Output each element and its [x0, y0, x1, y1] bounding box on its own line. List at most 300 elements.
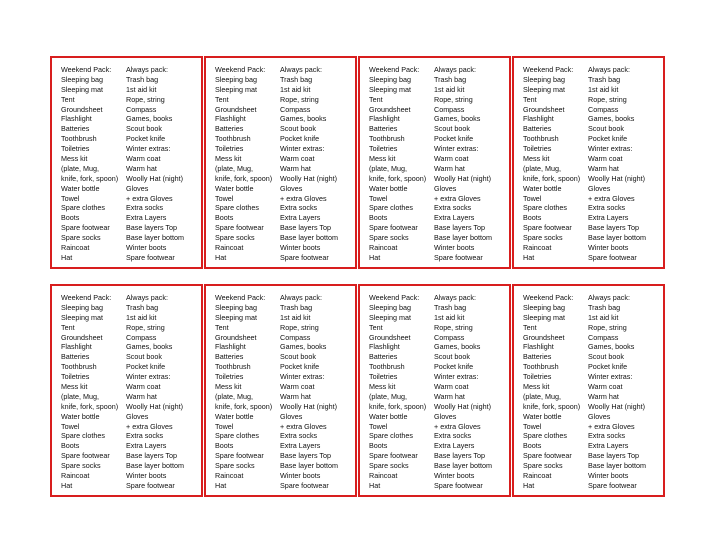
weekend-pack-item: Raincoat: [523, 471, 552, 481]
always-pack-item: Base layer bottom: [126, 461, 184, 471]
weekend-pack-item: Batteries: [369, 352, 398, 362]
always-pack-column: [280, 293, 355, 491]
always-pack-item: Games, books: [434, 114, 481, 124]
always-pack-item: Extra socks: [434, 431, 472, 441]
weekend-pack-item: Groundsheet: [215, 104, 257, 114]
weekend-pack-item: Hat: [215, 252, 227, 262]
weekend-pack-item: Mess kit: [369, 154, 396, 164]
weekend-pack-item: knife, fork, spoon): [215, 173, 273, 183]
always-pack-item: Scout book: [126, 124, 162, 134]
always-pack-item: Compass: [126, 332, 157, 342]
always-pack-item: + extra Gloves: [434, 421, 481, 431]
weekend-pack-item: Batteries: [523, 352, 552, 362]
always-pack-item: Warm coat: [434, 154, 469, 164]
always-pack-item: Games, books: [434, 342, 481, 352]
weekend-pack-item: Mess kit: [215, 154, 242, 164]
always-pack-item: Woolly Hat (night): [588, 401, 645, 411]
weekend-pack-item: Mess kit: [523, 154, 550, 164]
always-pack-item: + extra Gloves: [434, 193, 481, 203]
always-pack-item: Scout book: [588, 352, 624, 362]
always-pack-item: Trash bag: [280, 74, 313, 84]
always-pack-item: Base layers Top: [280, 451, 332, 461]
weekend-pack-item: Toiletries: [215, 372, 244, 382]
weekend-pack-item: Flashlight: [523, 342, 554, 352]
weekend-pack-column: [369, 65, 434, 263]
always-pack-item: 1st aid kit: [588, 312, 619, 322]
weekend-pack-item: Flashlight: [369, 114, 400, 124]
always-pack-item: Spare footwear: [280, 252, 329, 262]
always-pack-item: Pocket knife: [126, 134, 166, 144]
always-pack-item: Warm hat: [126, 163, 157, 173]
weekend-pack-item: Batteries: [61, 124, 90, 134]
weekend-pack-item: Water bottle: [523, 411, 562, 421]
weekend-pack-item: Spare clothes: [61, 431, 105, 441]
always-pack-item: Trash bag: [434, 302, 467, 312]
weekend-pack-item: Towel: [215, 421, 234, 431]
weekend-pack-item: Raincoat: [215, 471, 244, 481]
always-pack-item: Trash bag: [126, 74, 159, 84]
weekend-pack-item: Water bottle: [61, 411, 100, 421]
always-pack-item: 1st aid kit: [280, 84, 311, 94]
always-pack-item: Warm coat: [280, 382, 315, 392]
weekend-pack-item: Hat: [61, 252, 73, 262]
weekend-pack-item: Towel: [61, 421, 80, 431]
weekend-pack-item: (plate, Mug,: [523, 163, 561, 173]
always-pack-item: Woolly Hat (night): [434, 173, 491, 183]
weekend-pack-item: Spare socks: [215, 461, 255, 471]
weekend-pack-item: Sleeping mat: [523, 312, 565, 322]
weekend-pack-item: knife, fork, spoon): [61, 401, 119, 411]
weekend-pack-item: Boots: [61, 441, 80, 451]
weekend-pack-item: Spare socks: [61, 233, 101, 243]
weekend-pack-column: [215, 293, 280, 491]
weekend-pack-item: Batteries: [215, 352, 244, 362]
always-pack-item: Compass: [280, 332, 311, 342]
always-pack-item: Winter extras:: [434, 372, 479, 382]
always-pack-item: Woolly Hat (night): [280, 401, 337, 411]
weekend-pack-item: Water bottle: [61, 183, 100, 193]
weekend-pack-item: Raincoat: [369, 243, 398, 253]
always-pack-item: 1st aid kit: [126, 84, 157, 94]
always-pack-item: Scout book: [126, 352, 162, 362]
weekend-pack-item: Toothbrush: [523, 362, 559, 372]
weekend-pack-item: Sleeping bag: [369, 74, 411, 84]
weekend-pack-item: Spare footwear: [369, 223, 418, 233]
always-pack-item: Spare footwear: [280, 480, 329, 490]
weekend-pack-item: knife, fork, spoon): [215, 401, 273, 411]
weekend-pack-item: Water bottle: [215, 183, 254, 193]
always-pack-item: Games, books: [588, 342, 635, 352]
always-pack-item: Base layers Top: [434, 451, 486, 461]
weekend-pack-item: Sleeping bag: [215, 302, 257, 312]
packing-list-card-7: [358, 284, 511, 497]
always-pack-item: Games, books: [126, 114, 173, 124]
always-pack-item: Pocket knife: [434, 362, 474, 372]
weekend-pack-item: Towel: [523, 193, 542, 203]
weekend-pack-item: (plate, Mug,: [369, 163, 407, 173]
always-pack-item: Extra Layers: [126, 213, 167, 223]
weekend-pack-item: Groundsheet: [523, 104, 565, 114]
weekend-pack-item: Spare socks: [523, 233, 563, 243]
always-pack-item: Gloves: [434, 183, 457, 193]
packing-list-card-6: [204, 284, 357, 497]
weekend-pack-item: Flashlight: [523, 114, 554, 124]
weekend-pack-item: Spare socks: [369, 461, 409, 471]
weekend-pack-item: Mess kit: [61, 382, 88, 392]
always-pack-item: Trash bag: [434, 74, 467, 84]
always-pack-item: Gloves: [434, 411, 457, 421]
always-pack-item: Spare footwear: [588, 480, 637, 490]
always-pack-item: Compass: [434, 104, 465, 114]
weekend-pack-item: Tent: [215, 94, 229, 104]
weekend-pack-item: Spare socks: [61, 461, 101, 471]
always-pack-item: + extra Gloves: [280, 193, 327, 203]
always-pack-item: Winter boots: [588, 243, 629, 253]
always-pack-item: Rope, string: [434, 94, 473, 104]
always-pack-item: Spare footwear: [434, 480, 483, 490]
weekend-pack-item: Sleeping bag: [215, 74, 257, 84]
always-pack-item: Compass: [588, 332, 619, 342]
weekend-pack-item: Raincoat: [61, 471, 90, 481]
always-pack-item: Always pack:: [126, 65, 168, 74]
weekend-pack-item: Spare footwear: [61, 223, 110, 233]
weekend-pack-item: Batteries: [523, 124, 552, 134]
always-pack-item: Extra socks: [280, 203, 318, 213]
always-pack-item: Winter boots: [588, 471, 629, 481]
always-pack-item: Pocket knife: [588, 134, 628, 144]
always-pack-item: + extra Gloves: [280, 421, 327, 431]
weekend-pack-item: Raincoat: [215, 243, 244, 253]
always-pack-item: Pocket knife: [280, 134, 320, 144]
weekend-pack-item: knife, fork, spoon): [369, 173, 427, 183]
weekend-pack-item: Weekend Pack:: [523, 293, 574, 302]
weekend-pack-item: Sleeping mat: [369, 312, 411, 322]
weekend-pack-item: Spare footwear: [369, 451, 418, 461]
always-pack-item: + extra Gloves: [126, 421, 173, 431]
always-pack-item: Always pack:: [588, 293, 630, 302]
weekend-pack-item: (plate, Mug,: [215, 391, 253, 401]
weekend-pack-item: (plate, Mug,: [61, 163, 99, 173]
weekend-pack-item: Flashlight: [61, 114, 92, 124]
weekend-pack-item: Boots: [369, 441, 388, 451]
always-pack-item: Base layers Top: [126, 223, 178, 233]
always-pack-item: + extra Gloves: [126, 193, 173, 203]
weekend-pack-item: Mess kit: [369, 382, 396, 392]
weekend-pack-item: Groundsheet: [369, 104, 411, 114]
always-pack-item: Warm coat: [126, 154, 161, 164]
always-pack-item: Extra socks: [280, 431, 318, 441]
always-pack-item: Extra socks: [434, 203, 472, 213]
weekend-pack-item: Weekend Pack:: [369, 293, 420, 302]
always-pack-item: Compass: [126, 104, 157, 114]
always-pack-item: Winter boots: [126, 243, 167, 253]
weekend-pack-item: Batteries: [369, 124, 398, 134]
always-pack-item: Winter boots: [434, 243, 475, 253]
weekend-pack-item: Boots: [369, 213, 388, 223]
always-pack-item: Winter extras:: [126, 372, 171, 382]
weekend-pack-item: knife, fork, spoon): [523, 401, 581, 411]
weekend-pack-item: Tent: [369, 322, 383, 332]
always-pack-item: Warm hat: [434, 391, 465, 401]
always-pack-item: Base layer bottom: [588, 233, 646, 243]
weekend-pack-item: Spare footwear: [215, 223, 264, 233]
always-pack-item: Base layers Top: [588, 223, 640, 233]
always-pack-item: Spare footwear: [588, 252, 637, 262]
always-pack-column: [126, 293, 201, 491]
weekend-pack-item: Flashlight: [215, 342, 246, 352]
weekend-pack-item: Sleeping bag: [61, 302, 103, 312]
weekend-pack-item: Sleeping bag: [369, 302, 411, 312]
weekend-pack-item: Groundsheet: [369, 332, 411, 342]
always-pack-item: Always pack:: [126, 293, 168, 302]
weekend-pack-column: [61, 293, 126, 491]
weekend-pack-item: Boots: [215, 441, 234, 451]
always-pack-item: Rope, string: [588, 94, 627, 104]
always-pack-item: Always pack:: [434, 65, 476, 74]
weekend-pack-item: Spare footwear: [61, 451, 110, 461]
weekend-pack-item: Towel: [61, 193, 80, 203]
weekend-pack-item: Sleeping bag: [523, 74, 565, 84]
weekend-pack-item: Boots: [215, 213, 234, 223]
weekend-pack-item: Tent: [61, 94, 75, 104]
weekend-pack-item: Sleeping mat: [523, 84, 565, 94]
card-columns: [369, 65, 509, 263]
packing-list-card-8: [512, 284, 665, 497]
always-pack-item: Trash bag: [588, 302, 621, 312]
always-pack-item: Pocket knife: [280, 362, 320, 372]
weekend-pack-item: Toiletries: [369, 144, 398, 154]
always-pack-item: Winter extras:: [588, 144, 633, 154]
always-pack-item: Trash bag: [126, 302, 159, 312]
always-pack-item: Woolly Hat (night): [588, 173, 645, 183]
always-pack-item: Warm coat: [280, 154, 315, 164]
always-pack-item: Extra socks: [126, 431, 164, 441]
weekend-pack-item: Flashlight: [61, 342, 92, 352]
packing-list-card-3: [358, 56, 511, 269]
weekend-pack-item: Sleeping mat: [61, 84, 103, 94]
always-pack-item: Always pack:: [588, 65, 630, 74]
weekend-pack-item: Toothbrush: [369, 134, 405, 144]
always-pack-column: [434, 65, 509, 263]
always-pack-item: Always pack:: [280, 293, 322, 302]
always-pack-item: Winter extras:: [434, 144, 479, 154]
weekend-pack-item: Toiletries: [215, 144, 244, 154]
card-columns: [215, 293, 355, 491]
always-pack-item: Winter boots: [280, 471, 321, 481]
card-columns: [61, 65, 201, 263]
packing-list-card-1: [50, 56, 203, 269]
always-pack-item: Games, books: [280, 342, 327, 352]
weekend-pack-item: Boots: [61, 213, 80, 223]
always-pack-column: [588, 65, 663, 263]
weekend-pack-item: Spare socks: [523, 461, 563, 471]
always-pack-item: Base layer bottom: [126, 233, 184, 243]
always-pack-item: Warm hat: [588, 163, 619, 173]
always-pack-item: Scout book: [434, 352, 470, 362]
always-pack-item: 1st aid kit: [434, 84, 465, 94]
card-columns: [369, 293, 509, 491]
weekend-pack-item: Flashlight: [215, 114, 246, 124]
always-pack-item: Winter boots: [434, 471, 475, 481]
always-pack-column: [434, 293, 509, 491]
always-pack-item: Gloves: [280, 411, 303, 421]
always-pack-item: + extra Gloves: [588, 421, 635, 431]
always-pack-item: Woolly Hat (night): [126, 173, 183, 183]
always-pack-item: Extra Layers: [434, 441, 475, 451]
weekend-pack-item: Spare clothes: [523, 203, 567, 213]
weekend-pack-item: Groundsheet: [61, 104, 103, 114]
always-pack-item: Extra Layers: [280, 441, 321, 451]
always-pack-item: Trash bag: [280, 302, 313, 312]
weekend-pack-item: Raincoat: [61, 243, 90, 253]
packing-list-card-2: [204, 56, 357, 269]
weekend-pack-item: Toothbrush: [523, 134, 559, 144]
always-pack-item: Compass: [434, 332, 465, 342]
always-pack-item: Games, books: [126, 342, 173, 352]
weekend-pack-item: Spare clothes: [369, 203, 413, 213]
card-columns: [215, 65, 355, 263]
weekend-pack-item: Sleeping bag: [61, 74, 103, 84]
weekend-pack-item: Tent: [61, 322, 75, 332]
always-pack-item: Base layer bottom: [434, 461, 492, 471]
always-pack-item: Base layer bottom: [280, 233, 338, 243]
always-pack-item: Always pack:: [280, 65, 322, 74]
weekend-pack-item: Groundsheet: [61, 332, 103, 342]
weekend-pack-item: Mess kit: [523, 382, 550, 392]
card-columns: [523, 65, 663, 263]
weekend-pack-item: Towel: [369, 193, 388, 203]
weekend-pack-item: Sleeping mat: [215, 84, 257, 94]
weekend-pack-item: Batteries: [61, 352, 90, 362]
always-pack-item: Gloves: [280, 183, 303, 193]
always-pack-item: Rope, string: [280, 322, 319, 332]
weekend-pack-item: knife, fork, spoon): [523, 173, 581, 183]
always-pack-item: Pocket knife: [126, 362, 166, 372]
weekend-pack-item: Weekend Pack:: [215, 293, 266, 302]
always-pack-item: Gloves: [588, 183, 611, 193]
always-pack-item: Woolly Hat (night): [434, 401, 491, 411]
always-pack-item: Base layer bottom: [434, 233, 492, 243]
always-pack-item: Extra Layers: [126, 441, 167, 451]
always-pack-item: Spare footwear: [126, 252, 175, 262]
weekend-pack-item: Mess kit: [61, 154, 88, 164]
always-pack-item: Compass: [588, 104, 619, 114]
weekend-pack-item: Toothbrush: [215, 362, 251, 372]
weekend-pack-item: Spare footwear: [523, 223, 572, 233]
always-pack-item: Winter boots: [280, 243, 321, 253]
weekend-pack-item: Raincoat: [369, 471, 398, 481]
always-pack-item: Warm hat: [280, 391, 311, 401]
weekend-pack-item: Toothbrush: [215, 134, 251, 144]
weekend-pack-item: Flashlight: [369, 342, 400, 352]
weekend-pack-item: Hat: [369, 480, 381, 490]
weekend-pack-item: Toothbrush: [61, 134, 97, 144]
always-pack-item: Warm hat: [126, 391, 157, 401]
always-pack-item: Extra Layers: [280, 213, 321, 223]
always-pack-item: Winter extras:: [280, 144, 325, 154]
always-pack-item: Warm hat: [280, 163, 311, 173]
always-pack-item: Winter boots: [126, 471, 167, 481]
weekend-pack-item: Toiletries: [523, 372, 552, 382]
always-pack-column: [280, 65, 355, 263]
weekend-pack-item: Toiletries: [61, 144, 90, 154]
weekend-pack-item: Water bottle: [215, 411, 254, 421]
always-pack-item: Pocket knife: [434, 134, 474, 144]
always-pack-item: Games, books: [280, 114, 327, 124]
weekend-pack-column: [61, 65, 126, 263]
always-pack-item: Gloves: [126, 411, 149, 421]
always-pack-item: Winter extras:: [588, 372, 633, 382]
always-pack-item: Rope, string: [126, 94, 165, 104]
weekend-pack-item: Boots: [523, 441, 542, 451]
weekend-pack-item: Groundsheet: [215, 332, 257, 342]
always-pack-item: Base layers Top: [588, 451, 640, 461]
weekend-pack-item: Toothbrush: [61, 362, 97, 372]
always-pack-item: Spare footwear: [434, 252, 483, 262]
weekend-pack-item: Hat: [523, 480, 535, 490]
weekend-pack-item: Weekend Pack:: [369, 65, 420, 74]
always-pack-item: Scout book: [280, 124, 316, 134]
weekend-pack-item: (plate, Mug,: [61, 391, 99, 401]
weekend-pack-item: Tent: [215, 322, 229, 332]
weekend-pack-item: Towel: [215, 193, 234, 203]
always-pack-item: Rope, string: [588, 322, 627, 332]
always-pack-item: Woolly Hat (night): [280, 173, 337, 183]
always-pack-item: 1st aid kit: [434, 312, 465, 322]
card-columns: [523, 293, 663, 491]
card-columns: [61, 293, 201, 491]
weekend-pack-item: Towel: [523, 421, 542, 431]
always-pack-item: Warm coat: [588, 382, 623, 392]
weekend-pack-item: Spare clothes: [215, 431, 259, 441]
always-pack-item: Woolly Hat (night): [126, 401, 183, 411]
weekend-pack-item: Groundsheet: [523, 332, 565, 342]
weekend-pack-item: Sleeping mat: [61, 312, 103, 322]
always-pack-column: [588, 293, 663, 491]
always-pack-item: Scout book: [588, 124, 624, 134]
weekend-pack-item: Tent: [523, 94, 537, 104]
always-pack-item: Warm coat: [126, 382, 161, 392]
weekend-pack-item: Spare socks: [369, 233, 409, 243]
weekend-pack-item: Raincoat: [523, 243, 552, 253]
weekend-pack-item: Weekend Pack:: [523, 65, 574, 74]
weekend-pack-item: (plate, Mug,: [523, 391, 561, 401]
weekend-pack-item: Water bottle: [369, 411, 408, 421]
always-pack-item: Trash bag: [588, 74, 621, 84]
weekend-pack-item: Hat: [523, 252, 535, 262]
weekend-pack-item: Batteries: [215, 124, 244, 134]
always-pack-item: Extra Layers: [588, 213, 629, 223]
always-pack-item: Extra Layers: [434, 213, 475, 223]
always-pack-item: Games, books: [588, 114, 635, 124]
always-pack-item: 1st aid kit: [588, 84, 619, 94]
weekend-pack-item: Spare clothes: [215, 203, 259, 213]
weekend-pack-item: Water bottle: [523, 183, 562, 193]
always-pack-item: Warm coat: [588, 154, 623, 164]
packing-list-card-4: [512, 56, 665, 269]
weekend-pack-item: Boots: [523, 213, 542, 223]
weekend-pack-item: Spare clothes: [523, 431, 567, 441]
weekend-pack-column: [369, 293, 434, 491]
always-pack-item: Warm hat: [588, 391, 619, 401]
weekend-pack-item: Hat: [369, 252, 381, 262]
always-pack-item: Rope, string: [280, 94, 319, 104]
always-pack-item: Scout book: [280, 352, 316, 362]
always-pack-item: Base layers Top: [280, 223, 332, 233]
always-pack-item: Extra socks: [126, 203, 164, 213]
always-pack-item: Winter extras:: [126, 144, 171, 154]
always-pack-item: Spare footwear: [126, 480, 175, 490]
